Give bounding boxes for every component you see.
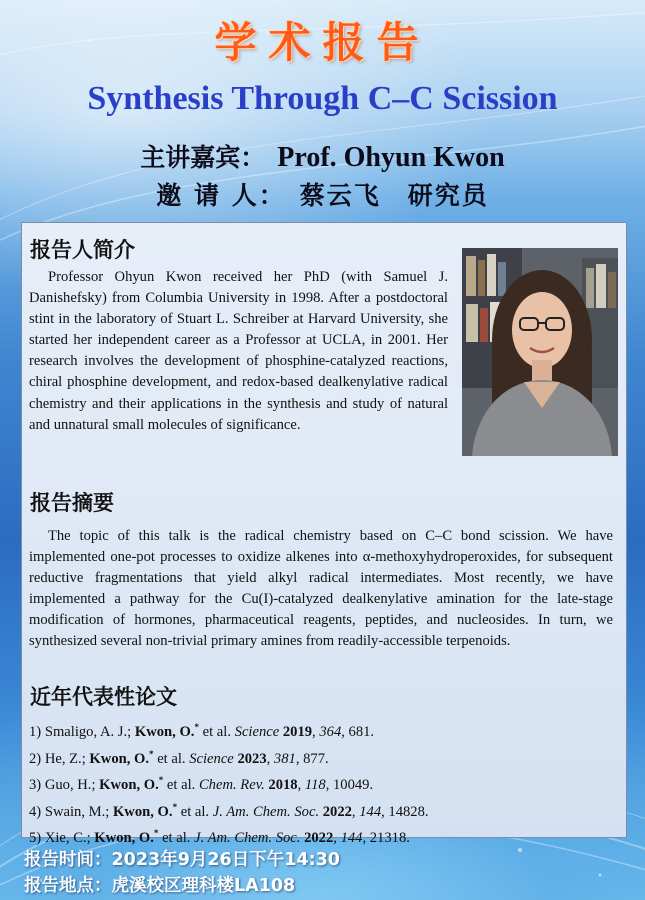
inviter-name: 蔡云飞 研究员 bbox=[299, 181, 489, 210]
abstract-heading: 报告摘要 bbox=[30, 491, 114, 515]
publication-item: 4) Swain, M.; Kwon, O.* et al. J. Am. Chem. Soc. 2022, 144, 14828. bbox=[29, 801, 429, 820]
publication-item: 5) Xie, C.; Kwon, O.* et al. J. Am. Chem. Soc. 2022, 144, 21318. bbox=[29, 828, 410, 847]
speaker-row bbox=[0, 138, 645, 174]
publications-heading: 近年代表性论文 bbox=[30, 685, 177, 709]
abstract-text: The topic of this talk is the radical chemistry based on C–C bond scission. We have implemented one-pot processes to oxidize alkenes into α-methoxyhydroperoxides, for subsequent reductive fragmentations that yield alkyl radical intermediates. Most recently, we have implemented a pathway for the Cu(I)-catalyzed dealkenylative amination for the late-stage modification of hormones, pharmaceutical reagents, peptides, and nucleosides. In turn, we synthesized several non-trivial primary amines from readily-accessible terpenoids. bbox=[29, 528, 613, 650]
publication-list bbox=[29, 717, 619, 850]
bio-text: Professor Ohyun Kwon received her PhD (with Samuel J. Danishefsky) from Columbia University in 1998. After a postdoctoral stint in the laboratory of Stuart L. Schreiber at Harvard University, she started her independent career as a Professor at UCLA, in 2001. Her research involves the development of phosphine-catalyzed reactions, chiral phosphine development, and redox-based dealkenylative radical chemistry and their applications in the synthesis and study of natural and unnatural small molecules of significance. bbox=[29, 269, 448, 433]
publication-item: 1) Smaligo, A. J.; Kwon, O.* et al. Science 2019, 364, 681. bbox=[29, 722, 375, 740]
speaker-portrait-image bbox=[462, 248, 618, 456]
speaker-photo bbox=[462, 248, 618, 456]
inviter-label: 邀 请 人： bbox=[156, 181, 286, 210]
content-panel bbox=[21, 222, 627, 847]
poster-heading: 学术报告 bbox=[214, 18, 431, 67]
talk-time: 报告时间：2023年9月26日下午14:30 bbox=[24, 850, 340, 870]
publication-item: 3) Guo, H.; Kwon, O.* et al. Chem. Rev. 2018, 118, 10049. bbox=[29, 775, 374, 794]
speaker-name: Prof. Ohyun Kwon bbox=[277, 142, 505, 173]
inviter-row bbox=[0, 176, 645, 212]
talk-location: 报告地点：虎溪校区理科楼LA108 bbox=[24, 876, 296, 896]
publication-item: 2) He, Z.; Kwon, O.* et al. Science 2023, 381, 877. bbox=[29, 748, 329, 767]
talk-title: Synthesis Through C–C Scission bbox=[87, 80, 558, 117]
bio-heading: 报告人简介 bbox=[30, 238, 135, 262]
speaker-label: 主讲嘉宾： bbox=[140, 143, 266, 172]
